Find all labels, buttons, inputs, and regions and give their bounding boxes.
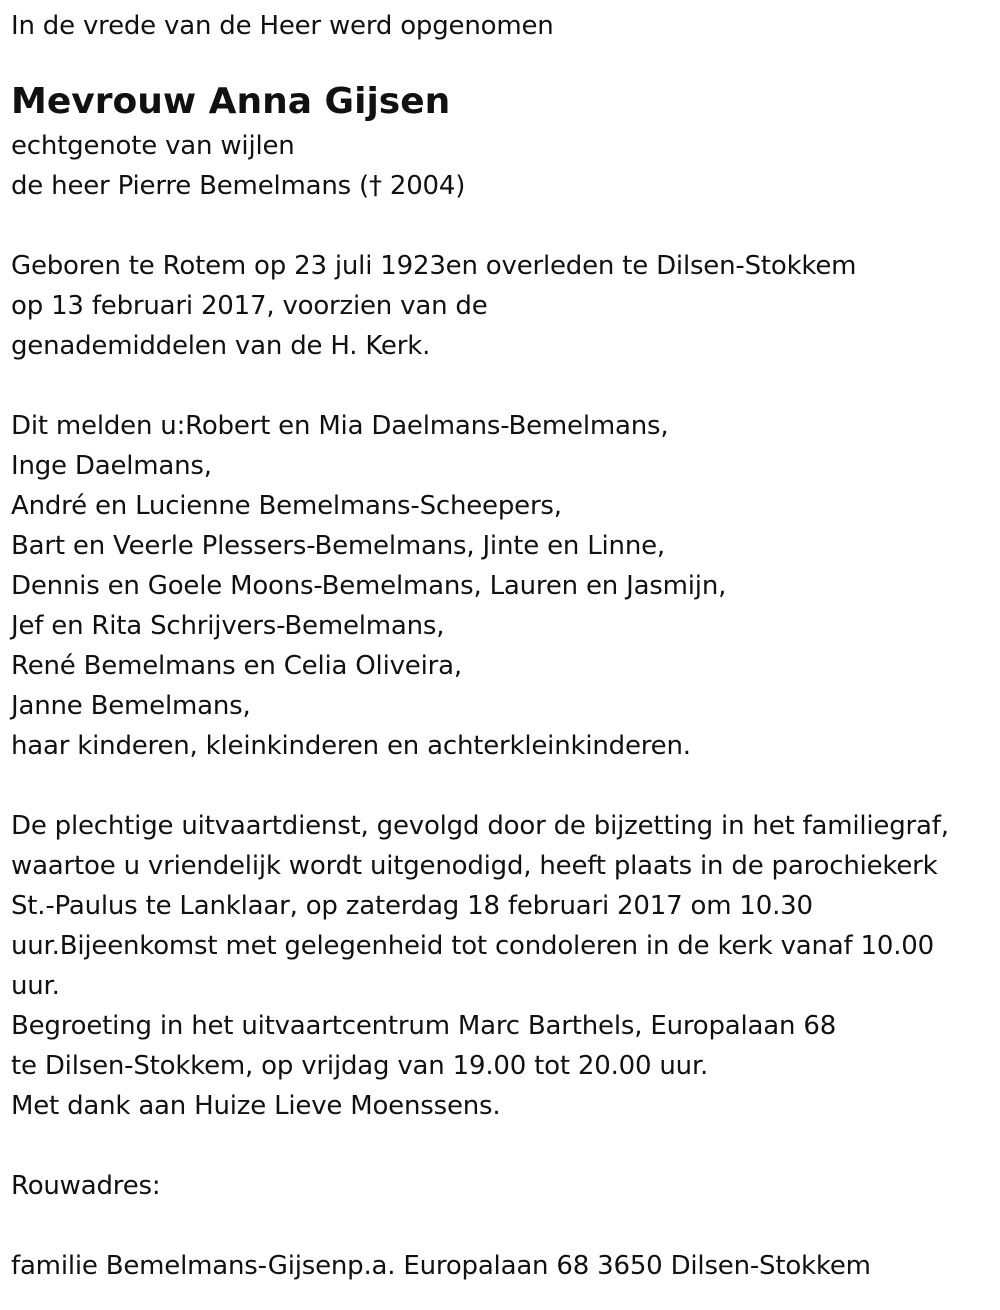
family-line: haar kinderen, kleinkinderen en achterkleinkinderen. bbox=[11, 731, 691, 761]
service-line: te Dilsen-Stokkem, op vrijdag van 19.00 tot 20.00 uur. bbox=[11, 1051, 709, 1081]
address-label: Rouwadres: bbox=[11, 1171, 161, 1201]
family-line: René Bemelmans en Celia Oliveira, bbox=[11, 651, 462, 681]
family-line: André en Lucienne Bemelmans-Scheepers, bbox=[11, 491, 562, 521]
service-line: uur. bbox=[11, 971, 60, 1001]
spacer bbox=[11, 766, 996, 806]
family-line: Dennis en Goele Moons-Bemelmans, Lauren en Jasmijn, bbox=[11, 571, 727, 601]
mourning-address: familie Bemelmans-Gijsenp.a. Europalaan 68 3650 Dilsen-Stokkem bbox=[11, 1251, 871, 1281]
service-line: waartoe u vriendelijk wordt uitgenodigd, heeft plaats in de parochiekerk bbox=[11, 851, 938, 881]
deceased-name: Mevrouw Anna Gijsen bbox=[11, 81, 451, 122]
family-line: Inge Daelmans, bbox=[11, 451, 212, 481]
intro-text: In de vrede van de Heer werd opgenomen bbox=[11, 11, 554, 41]
service-line: uur.Bijeenkomst met gelegenheid tot condoleren in de kerk vanaf 10.00 bbox=[11, 931, 934, 961]
obituary-document bbox=[11, 6, 996, 1286]
spacer bbox=[11, 1206, 996, 1246]
spacer bbox=[11, 1126, 996, 1166]
spouse-line-2: de heer Pierre Bemelmans († 2004) bbox=[11, 171, 466, 201]
family-line: Bart en Veerle Plessers-Bemelmans, Jinte en Linne, bbox=[11, 531, 665, 561]
spouse-line-1: echtgenote van wijlen bbox=[11, 131, 295, 161]
family-line: Jef en Rita Schrijvers-Bemelmans, bbox=[11, 611, 445, 641]
spacer bbox=[11, 206, 996, 246]
family-line: Dit melden u:Robert en Mia Daelmans-Bemelmans, bbox=[11, 411, 669, 441]
birth-death-line-1: Geboren te Rotem op 23 juli 1923en overleden te Dilsen-Stokkem bbox=[11, 251, 857, 281]
service-line: Begroeting in het uitvaartcentrum Marc Barthels, Europalaan 68 bbox=[11, 1011, 837, 1041]
spacer bbox=[11, 366, 996, 406]
service-line: St.-Paulus te Lanklaar, op zaterdag 18 februari 2017 om 10.30 bbox=[11, 891, 813, 921]
service-line: Met dank aan Huize Lieve Moenssens. bbox=[11, 1091, 501, 1121]
birth-death-line-2: op 13 februari 2017, voorzien van de bbox=[11, 291, 488, 321]
service-line: De plechtige uitvaartdienst, gevolgd door de bijzetting in het familiegraf, bbox=[11, 811, 949, 841]
birth-death-line-3: genademiddelen van de H. Kerk. bbox=[11, 331, 431, 361]
family-line: Janne Bemelmans, bbox=[11, 691, 251, 721]
